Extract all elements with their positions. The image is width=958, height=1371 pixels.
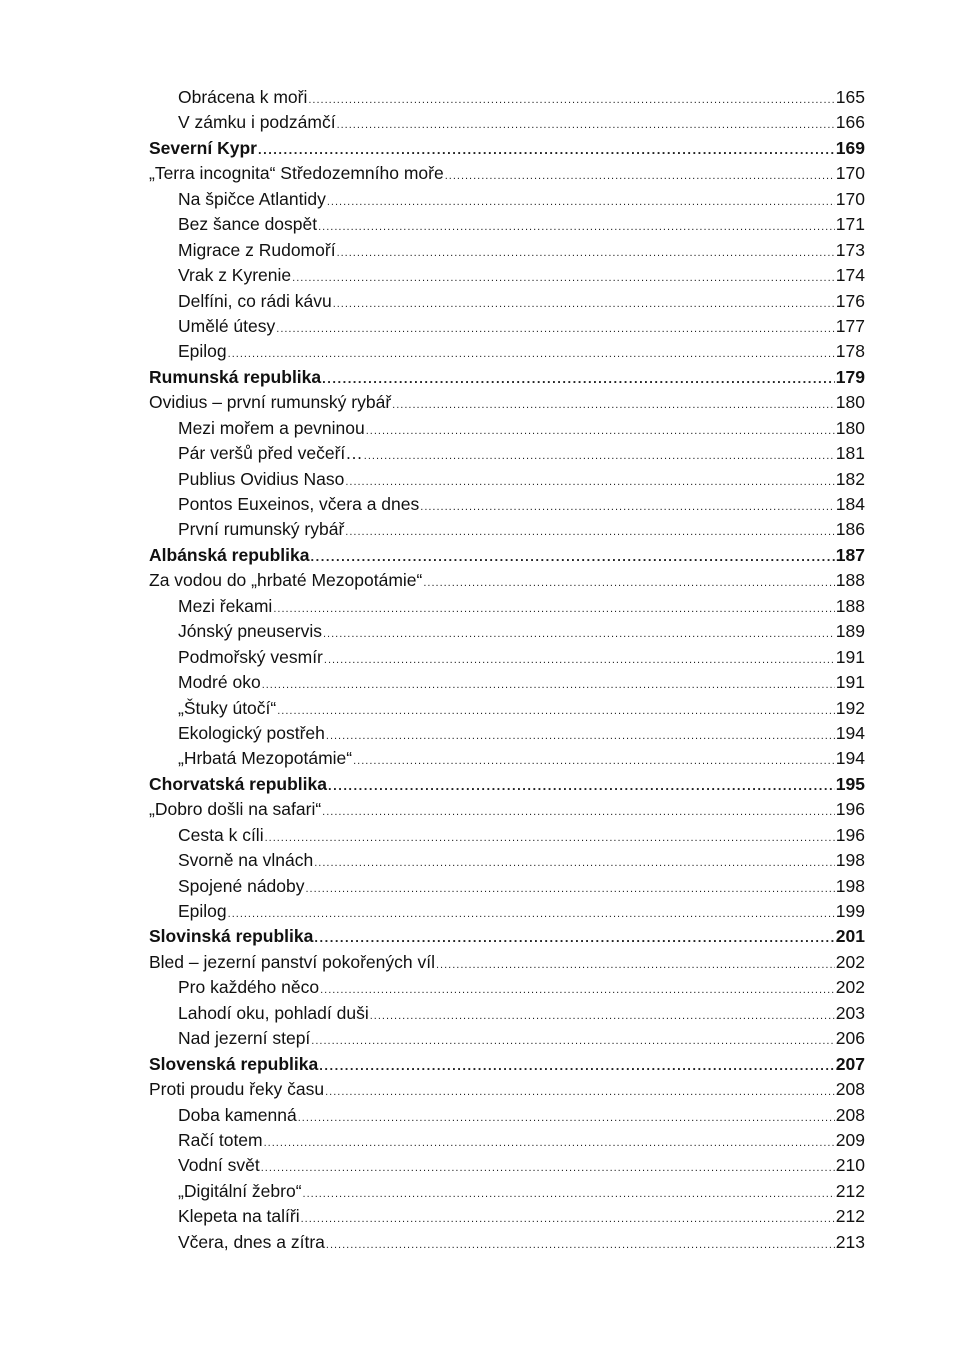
toc-entry[interactable] [178,848,865,873]
toc-entry[interactable] [178,289,865,314]
toc-entry-title: Severní Kypr [149,137,257,158]
toc-entry-page-number: 212 [835,1180,865,1201]
toc-entry[interactable] [178,1179,865,1204]
toc-entry-page-number: 177 [835,315,865,336]
toc-entry[interactable] [178,1103,865,1128]
toc-entry-title: Klepeta na talíři [178,1206,300,1227]
toc-entry-page-number: 176 [835,290,865,311]
toc-entry-title: Nad jezerní stepí [178,1028,311,1049]
toc-entry-title: Proti proudu řeky času [149,1079,325,1100]
toc-chapter-entry[interactable] [149,1052,865,1077]
toc-entry-title: Publius Ovidius Naso [178,468,345,489]
toc-entry[interactable] [178,645,865,670]
toc-entry-title: Delfíni, co rádi kávu [178,290,332,311]
toc-entry-title: Obrácena k moři [178,87,308,107]
toc-chapter-entry[interactable] [149,772,865,797]
toc-entry[interactable] [178,696,865,721]
toc-entry-page-number: 194 [835,748,865,769]
toc-entry[interactable] [178,492,865,517]
toc-entry-title: Za vodou do „hrbaté Mezopotámie“ [149,570,423,591]
dot-leader [328,773,835,798]
toc-entry-title: „Hrbatá Mezopotámie“ [178,748,353,769]
dot-leader [310,544,834,569]
toc-entry[interactable] [178,670,865,695]
toc-entry-page-number: 188 [835,570,865,591]
toc-entry-title: Ovidius – první rumunský rybář [149,392,392,413]
toc-entry-title: Račí totem [178,1129,263,1150]
toc-entry[interactable] [178,441,865,466]
toc-entry-page-number: 208 [835,1104,865,1125]
dot-leader [319,1053,835,1078]
toc-entry[interactable] [178,1026,865,1051]
toc-entry[interactable] [149,1077,865,1102]
toc-entry-title: Bled – jezerní panství pokořených víl [149,951,435,972]
toc-entry[interactable] [178,619,865,644]
toc-entry-page-number: 180 [835,417,865,438]
toc-entry-page-number: 196 [835,799,865,820]
toc-entry[interactable] [178,594,865,619]
toc-entry-page-number: 196 [835,824,865,845]
toc-entry-page-number: 182 [835,468,865,489]
toc-entry[interactable] [178,721,865,746]
toc-entry-page-number: 173 [835,239,865,260]
toc-entry-page-number: 165 [835,87,865,107]
toc-entry[interactable] [178,416,865,441]
toc-entry-page-number: 192 [835,697,865,718]
toc-entry-title: Umělé útesy [178,315,276,336]
dot-leader [314,925,834,950]
toc-entry-title: Podmořský vesmír [178,646,323,667]
toc-entry-page-number: 186 [835,519,865,540]
toc-entry-page-number: 170 [835,188,865,209]
toc-entry-page-number: 206 [835,1028,865,1049]
toc-entry-page-number: 209 [835,1129,865,1150]
toc-chapter-entry[interactable] [149,136,865,161]
toc-entry[interactable] [178,1001,865,1026]
toc-entry-page-number: 202 [835,951,865,972]
toc-entry[interactable] [178,238,865,263]
toc-entry[interactable] [149,950,865,975]
toc-entry-title: Spojené nádoby [178,875,305,896]
toc-entry-title: „Dobro došli na safari“ [149,799,322,820]
toc-entry-page-number: 171 [835,214,865,235]
toc-entry-title: Na špičce Atlantidy [178,188,326,209]
toc-entry-title: Epilog [178,341,227,362]
toc-entry-page-number: 174 [835,265,865,286]
toc-entry-page-number: 188 [835,595,865,616]
toc-entry-title: Ekologický postřeh [178,722,325,743]
toc-entry-page-number: 195 [835,773,865,794]
toc-entry-title: Mezi mořem a pevninou [178,417,365,438]
toc-chapter-entry[interactable] [149,543,865,568]
toc-entry-title: V zámku i podzámčí [178,112,336,133]
toc-entry-page-number: 210 [835,1155,865,1176]
toc-entry-title: První rumunský rybář [178,519,345,540]
toc-entry-page-number: 187 [835,544,865,565]
toc-entry-title: Pár veršů před večeří… [178,443,363,464]
toc-entry-title: Vodní svět [178,1155,260,1176]
toc-entry-page-number: 191 [835,672,865,693]
toc-entry[interactable] [178,110,865,135]
toc-entry-page-number: 166 [835,112,865,133]
toc-entry-page-number: 169 [835,137,865,158]
toc-entry[interactable] [178,1204,865,1229]
toc-entry-title: Pro každého něco [178,977,320,998]
toc-chapter-entry[interactable] [149,365,865,390]
toc-entry-page-number: 199 [835,901,865,921]
dot-leader [258,137,835,162]
toc-entry-page-number: 180 [835,392,865,413]
toc-entry[interactable] [178,212,865,237]
toc-entry[interactable] [178,1153,865,1178]
toc-entry-title: Svorně na vlnách [178,850,314,871]
toc-entry-title: Albánská republika [149,544,310,565]
toc-entry-page-number: 198 [835,850,865,871]
toc-entry-title: Lahodí oku, pohladí duši [178,1002,369,1023]
toc-entry-page-number: 170 [835,163,865,184]
toc-entry-page-number: 198 [835,875,865,896]
toc-entry[interactable] [178,314,865,339]
toc-entry[interactable] [178,187,865,212]
toc-entry[interactable] [178,339,865,364]
toc-entry-title: Doba kamenná [178,1104,297,1125]
toc-entry-page-number: 208 [835,1079,865,1100]
toc-entry-title: Jónský pneuservis [178,621,322,642]
toc-entry-page-number: 202 [835,977,865,998]
toc-entry-page-number: 207 [835,1053,865,1074]
toc-entry-title: Pontos Euxeinos, včera a dnes [178,494,420,514]
toc-entry-page-number: 184 [835,494,865,514]
toc-entry-title: Slovinská republika [149,926,314,947]
toc-entry-page-number: 178 [835,341,865,362]
toc-entry[interactable] [178,85,865,110]
toc-entry-title: Rumunská republika [149,366,322,387]
toc-entry-title: Bez šance dospět [178,214,318,235]
toc-entry-title: Mezi řekami [178,595,273,616]
toc-entry-page-number: 213 [835,1231,865,1252]
toc-entry[interactable] [178,517,865,542]
toc-entry-title: Cesta k cíli [178,824,264,845]
dot-leader [322,366,835,391]
toc-entry-page-number: 212 [835,1206,865,1227]
toc-entry[interactable] [149,797,865,822]
toc-chapter-entry[interactable] [149,924,865,949]
table-of-contents [0,85,958,1255]
toc-entry-page-number: 179 [835,366,865,387]
toc-entry[interactable] [178,746,865,771]
toc-entry-page-number: 203 [835,1002,865,1023]
toc-entry-title: „Terra incognita“ Středozemního moře [149,163,444,184]
toc-entry[interactable] [178,874,865,899]
toc-entry[interactable] [149,568,865,593]
toc-entry-title: „Digitální žebro“ [178,1180,302,1201]
toc-entry-page-number: 194 [835,722,865,743]
toc-entry[interactable] [178,823,865,848]
toc-entry[interactable] [178,1128,865,1153]
toc-entry-title: Chorvatská republika [149,773,327,794]
toc-entry-page-number: 191 [835,646,865,667]
toc-entry-title: Vrak z Kyrenie [178,265,292,286]
toc-entry-title: Včera, dnes a zítra [178,1231,325,1252]
toc-entry[interactable] [178,975,865,1000]
toc-entry-title: Modré oko [178,672,261,693]
toc-entry-title: „Štuky útočí“ [178,697,277,718]
toc-entry[interactable] [178,899,865,924]
toc-entry[interactable] [149,390,865,415]
toc-entry[interactable] [149,161,865,186]
toc-entry-title: Slovenská republika [149,1053,319,1074]
toc-entry-page-number: 181 [835,443,865,464]
toc-entry[interactable] [178,1230,865,1255]
toc-entry-title: Migrace z Rudomoří [178,239,336,260]
toc-entry-page-number: 189 [835,621,865,642]
toc-entry-page-number: 201 [835,926,865,947]
dot-leader [326,1233,835,1258]
toc-entry[interactable] [178,263,865,288]
toc-entry[interactable] [178,467,865,492]
toc-entry-title: Epilog [178,901,227,921]
